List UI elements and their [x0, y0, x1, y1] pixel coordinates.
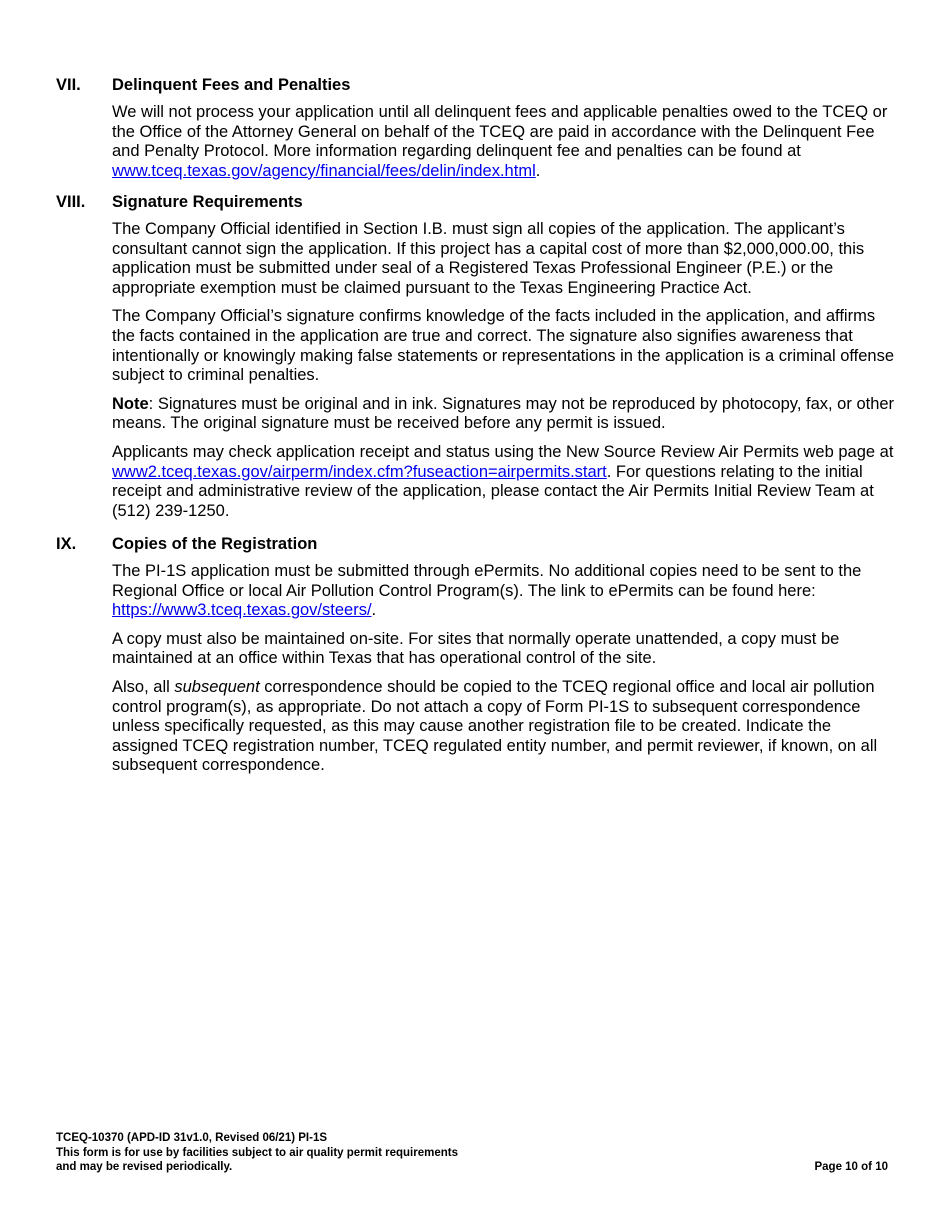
section-number: VII. — [56, 76, 81, 94]
emphasis-text: subsequent — [174, 677, 260, 696]
paragraph-text: We will not process your application until all delinquent fees and applicable penalties owed to the TCEQ or the Office of the Attorney General on behalf of the TCEQ are paid in accordance with the Delinquent Fee and Penalty Protocol. More information regarding delinquent fee and penalties can be found at — [112, 103, 888, 161]
section-vii — [56, 75, 896, 181]
section-ix — [56, 534, 896, 776]
paragraph-text: : Signatures must be original and in ink. Signatures may not be reproduced by photocopy, fax, or other means. The original signature must be received before any permit is issued. — [112, 394, 895, 433]
section-title: Copies of the Registration — [112, 535, 318, 553]
section-viii — [56, 192, 896, 521]
paragraph-text: Also, all — [112, 677, 175, 696]
form-id: TCEQ-10370 (APD-ID 31v1.0, Revised 06/21) PI-1S — [56, 1132, 328, 1144]
paragraph-text: The PI-1S application must be submitted through ePermits. No additional copies need to be sent to the Regional Office or local Air Pollution Control Program(s). The link to ePermits can be found here: — [112, 562, 862, 600]
paragraph-text: . For questions relating to the initial receipt and administrative review of the application, please contact the Air Permits Initial Review Team at (512) 239-1250. — [112, 462, 874, 520]
paragraph-text: correspondence should be copied to the TCEQ regional office and local air pollution control program(s), as appropriate. Do not attach a copy of Form PI-1S to subsequent correspondence unless specifically requested, as this may cause another registration file to be created. Indicate the assigned TCEQ registration number, TCEQ regulated entity number, and permit reviewer, if known, on all subsequent correspondence. — [112, 677, 878, 775]
note-label: Note — [112, 394, 149, 413]
paragraph-text: . — [535, 161, 541, 180]
paragraph — [112, 678, 896, 776]
section-heading — [56, 75, 896, 95]
paragraph — [112, 103, 896, 181]
section-heading — [56, 192, 896, 212]
note-paragraph — [112, 395, 896, 434]
paragraph — [112, 562, 896, 621]
page-footer — [56, 1131, 888, 1175]
steers-link[interactable]: https://www3.tceq.texas.gov/steers/ — [112, 601, 372, 620]
paragraph: The Company Official’s signature confirms knowledge of the facts included in the application, and affirms the facts contained in the application are true and correct. The signature also signifies awareness that intentionally or knowingly making false statements or representations in the application is a criminal offense subject to criminal penalties. — [112, 307, 895, 385]
paragraph: A copy must also be maintained on-site. For sites that normally operate unattended, a copy must be maintained at an office within Texas that has operational control of the site. — [112, 629, 840, 668]
section-title: Signature Requirements — [112, 193, 303, 211]
paragraph-text: . — [371, 601, 377, 620]
section-number: VIII. — [56, 193, 86, 211]
section-title: Delinquent Fees and Penalties — [112, 76, 351, 94]
paragraph — [112, 443, 896, 521]
page-number: Page 10 of 10 — [814, 1161, 888, 1173]
section-heading — [56, 534, 896, 554]
paragraph-text: Applicants may check application receipt and status using the New Source Review Air Permits web page at — [112, 442, 894, 461]
footer-note: This form is for use by facilities subject to air quality permit requirements — [56, 1146, 458, 1159]
airpermits-link[interactable]: www2.tceq.texas.gov/airperm/index.cfm?fuseaction=airpermits.start — [112, 462, 607, 481]
section-number: IX. — [56, 535, 77, 553]
paragraph: The Company Official identified in Section I.B. must sign all copies of the application. The applicant’s consultant cannot sign the application. If this project has a capital cost of more than $2,000,000.00, this application must be submitted under seal of a Registered Texas Professional Engineer (P.E.) or the appropriate exemption must be claimed pursuant to the Texas Engineering Practice Act. — [112, 220, 865, 297]
delinquent-fees-link[interactable]: www.tceq.texas.gov/agency/financial/fees/delin/index.html — [112, 161, 536, 180]
footer-note: and may be revised periodically. — [56, 1161, 233, 1173]
